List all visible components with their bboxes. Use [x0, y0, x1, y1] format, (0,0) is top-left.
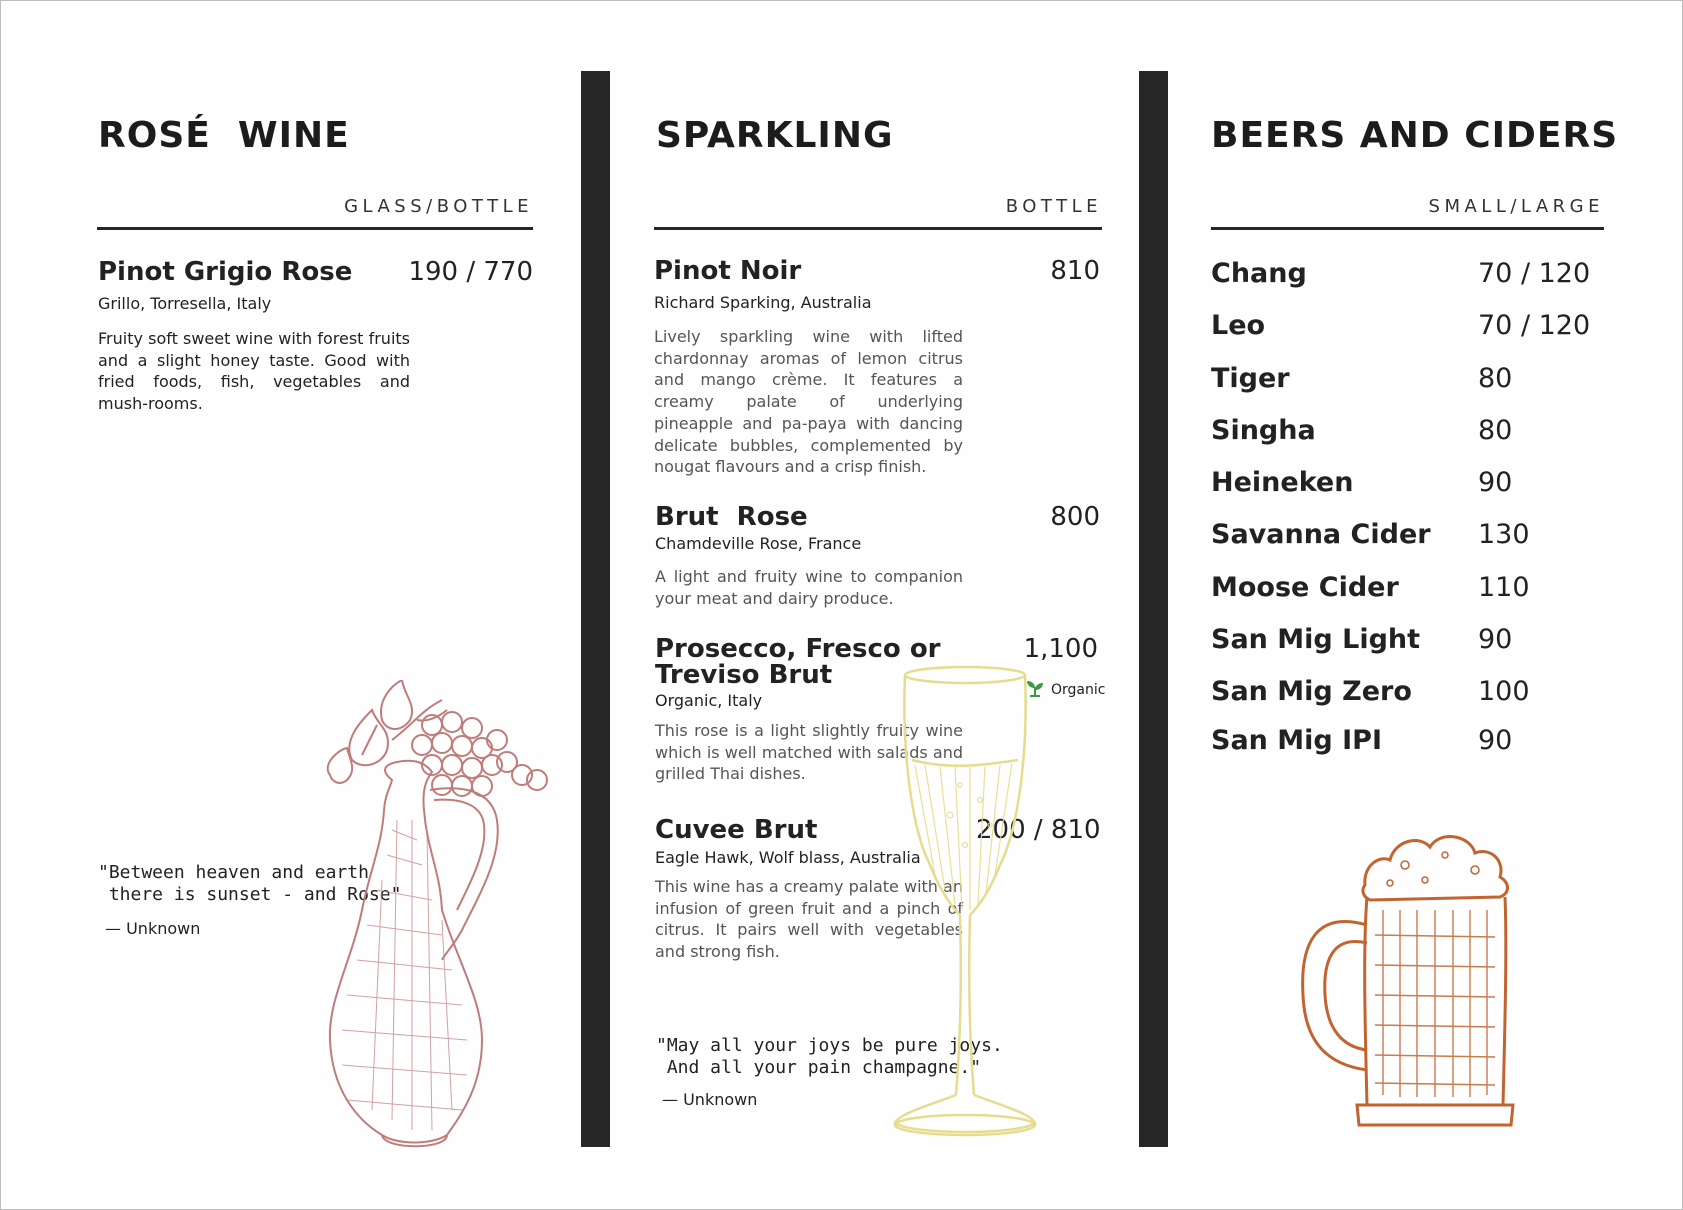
column-divider-left	[581, 71, 610, 1147]
quote-text: "May all your joys be pure joys. And all your pain champagne."	[656, 1035, 1003, 1078]
beer-name: San Mig Light	[1211, 624, 1421, 655]
beer-name: Savanna Cider	[1211, 519, 1431, 550]
beers-unit-label: SMALL/LARGE	[1428, 196, 1604, 217]
item-description: This rose is a light slightly fruity wine which is well matched with salads and grilled Thai dishes.	[655, 721, 963, 784]
item-price: 190 / 770	[408, 257, 533, 287]
sparkling-title: SPARKLING	[656, 115, 894, 156]
beer-price: 130	[1478, 519, 1530, 550]
beer-price: 90	[1478, 467, 1513, 498]
item-name: Pinot Grigio Rose	[98, 257, 353, 287]
beer-name: Chang	[1211, 258, 1307, 289]
beer-price: 80	[1478, 363, 1513, 394]
item-name-line2: Treviso Brut	[655, 660, 833, 690]
beers-title: BEERS AND CIDERS	[1211, 115, 1619, 156]
quote-author: — Unknown	[105, 919, 201, 938]
sparkling-header-rule	[654, 227, 1102, 230]
quote-author: — Unknown	[662, 1090, 758, 1109]
rose-title: ROSÉ WINE	[98, 115, 350, 156]
item-origin: Eagle Hawk, Wolf blass, Australia	[655, 848, 921, 867]
beer-name: Singha	[1211, 415, 1316, 446]
beer-name: Tiger	[1211, 363, 1290, 394]
column-divider-right	[1139, 71, 1168, 1147]
item-origin: Organic, Italy	[655, 691, 763, 710]
item-description: A light and fruity wine to companion your meat and dairy produce.	[655, 567, 963, 608]
item-name: Brut Rose	[655, 502, 808, 532]
beer-name: Heineken	[1211, 467, 1354, 498]
beer-price: 80	[1478, 415, 1513, 446]
item-name: Pinot Noir	[654, 256, 802, 286]
beer-name: San Mig Zero	[1211, 676, 1412, 707]
beers-header-rule	[1211, 227, 1604, 230]
quote-text: "Between heaven and earth there is sunset - and Rose"	[98, 862, 402, 905]
item-description: Lively sparkling wine with lifted chardonnay aromas of lemon citrus and mango crème. It features a creamy palate of underlying pineapple and pa-paya with dancing delicate bubbles, complemented by nougat flavours and a crisp finish.	[654, 327, 963, 477]
champagne-glass-illustration	[890, 665, 1040, 1145]
beer-price: 90	[1478, 725, 1513, 756]
rose-header-rule	[97, 227, 533, 230]
item-origin: Chamdeville Rose, France	[655, 534, 862, 553]
item-description: Fruity soft sweet wine with forest fruits and a slight honey taste. Good with fried foods, fish, vegetables and mush-rooms.	[98, 329, 410, 414]
item-price: 200 / 810	[976, 815, 1101, 845]
beer-price: 70 / 120	[1478, 258, 1591, 289]
sparkling-unit-label: BOTTLE	[1005, 196, 1102, 217]
beer-mug-illustration	[1295, 825, 1535, 1145]
organic-label: Organic	[1051, 682, 1106, 698]
item-price: 1,100	[1023, 634, 1098, 664]
beer-name: Leo	[1211, 310, 1266, 341]
beer-price: 110	[1478, 572, 1530, 603]
wine-jug-illustration	[322, 680, 562, 1160]
item-origin: Richard Sparking, Australia	[654, 293, 872, 312]
rose-unit-label: GLASS/BOTTLE	[344, 196, 533, 217]
item-name: Prosecco, Fresco or	[655, 634, 941, 664]
item-price: 800	[1050, 502, 1100, 532]
item-price: 810	[1050, 256, 1100, 286]
beer-name: Moose Cider	[1211, 572, 1399, 603]
beer-price: 70 / 120	[1478, 310, 1591, 341]
beer-price: 90	[1478, 624, 1513, 655]
beer-name: San Mig IPI	[1211, 725, 1383, 756]
item-description: This wine has a creamy palate with an infusion of green fruit and a pinch of citrus. It pairs well with vegetables and strong fish.	[655, 877, 963, 962]
beer-price: 100	[1478, 676, 1530, 707]
item-origin: Grillo, Torresella, Italy	[98, 294, 272, 313]
item-name: Cuvee Brut	[655, 815, 818, 845]
